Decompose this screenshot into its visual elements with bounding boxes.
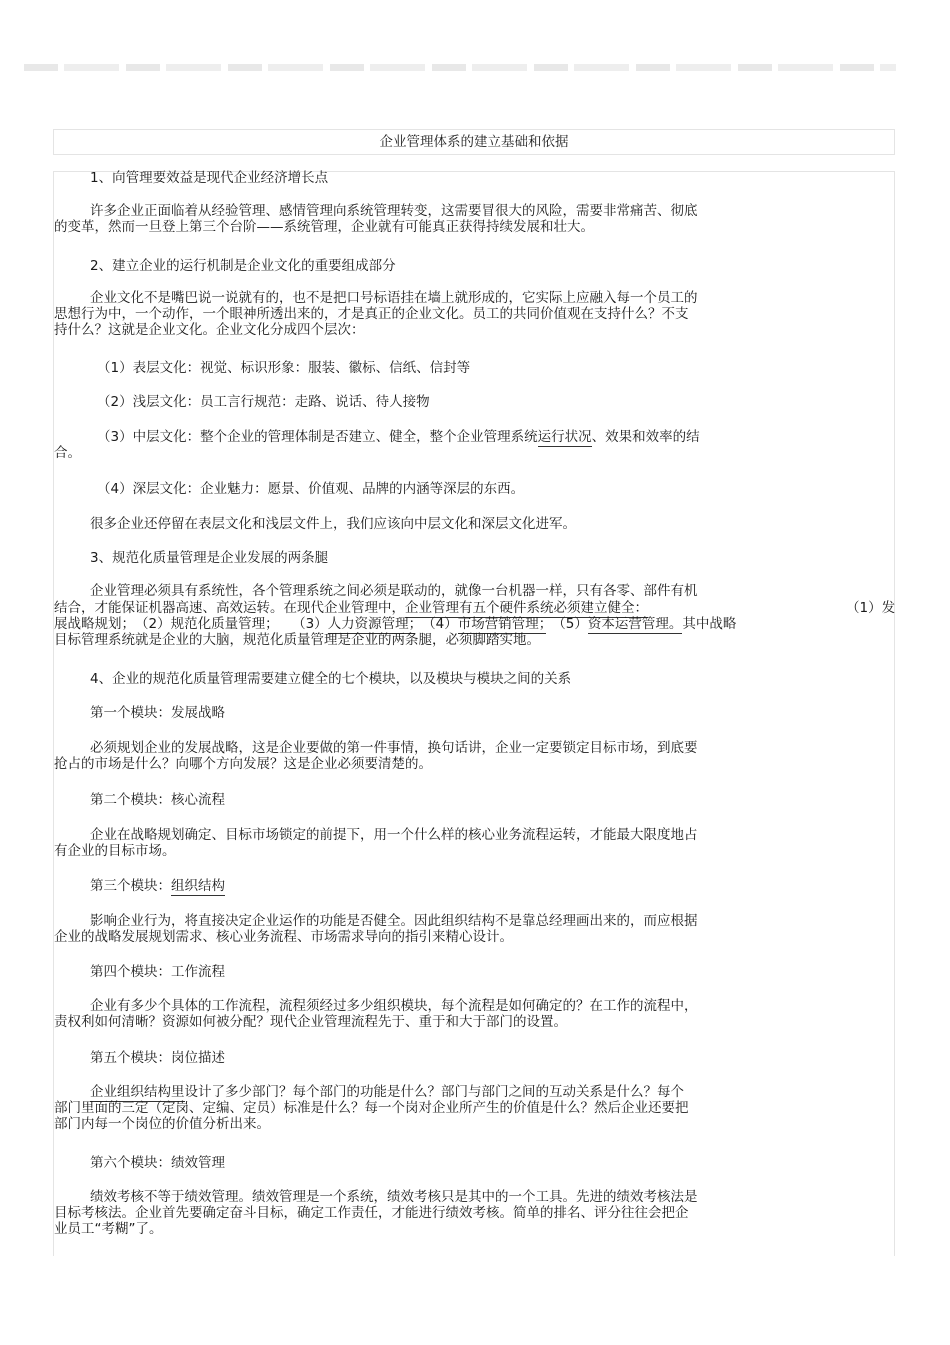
text-line: （2）浅层文化：员工言行规范：走路、说话、待人接物 bbox=[97, 394, 430, 410]
text-line: （3）中层文化：整个企业的管理体制是否建立、健全，整个企业管理系统运行状况、效果和效率的结 bbox=[97, 429, 700, 445]
text-line: 企业的战略发展规划需求、核心业务流程、市场需求导向的指引来精心设计。 bbox=[54, 929, 513, 945]
text-line: 许多企业正面临着从经验管理、感情管理向系统管理转变，这需要冒很大的风险，需要非常痛苦、彻底 bbox=[90, 203, 698, 219]
text-line: 3、规范化质量管理是企业发展的两条腿 bbox=[90, 550, 329, 566]
text-line: 企业有多少个具体的工作流程，流程须经过多少组织模块，每个流程是如何确定的？在工作的流程中， bbox=[90, 998, 698, 1014]
text-line: 2、建立企业的运行机制是企业文化的重要组成部分 bbox=[90, 258, 396, 274]
text-line: 企业组织结构里设计了多少部门？每个部门的功能是什么？部门与部门之间的互动关系是什么？每个 bbox=[90, 1084, 684, 1100]
title-box bbox=[53, 129, 895, 155]
text-line: 思想行为中，一个动作，一个眼神所透出来的，才是真正的企业文化。员工的共同价值观在支持什么？不支 bbox=[54, 306, 689, 322]
text-line: 合。 bbox=[54, 445, 81, 461]
text-line: 很多企业还停留在表层文化和浅层文件上，我们应该向中层文化和深层文化进军。 bbox=[90, 516, 576, 532]
text-line: 结合，才能保证机器高速、高效运转。在现代企业管理中，企业管理有五个硬件系统必须建立健全： bbox=[54, 600, 648, 616]
text-line: 企业文化不是嘴巴说一说就有的，也不是把口号标语挂在墙上就形成的，它实际上应融入每一个员工的 bbox=[90, 290, 698, 306]
text-line: （1）表层文化：视觉、标识形象：服装、徽标、信纸、信封等 bbox=[97, 360, 471, 376]
text-line: 影响企业行为，将直接决定企业运作的功能是否健全。因此组织结构不是靠总经理画出来的，而应根据 bbox=[90, 913, 698, 929]
text-line: 有企业的目标市场。 bbox=[54, 843, 176, 859]
text-line: 绩效考核不等于绩效管理。绩效管理是一个系统，绩效考核只是其中的一个工具。先进的绩效考核法是 bbox=[90, 1189, 698, 1205]
text-line: 责权利如何清晰？资源如何被分配？现代企业管理流程先于、重于和大于部门的设置。 bbox=[54, 1014, 567, 1030]
top-header-strip bbox=[24, 64, 896, 71]
text-line: 持什么？这就是企业文化。企业文化分成四个层次： bbox=[54, 322, 365, 338]
text-line: 的变革，然而一旦登上第三个台阶——系统管理，企业就有可能真正获得持续发展和壮大。 bbox=[54, 219, 594, 235]
text-line: 展战略规划； （2）规范化质量管理； （3）人力资源管理； （4）市场营销管理； （5）资本运营管理。其中战略 bbox=[54, 616, 737, 632]
text-line: 1、向管理要效益是现代企业经济增长点 bbox=[90, 170, 329, 186]
text-line: 第四个模块：工作流程 bbox=[90, 964, 225, 980]
text-line: 第五个模块：岗位描述 bbox=[90, 1050, 225, 1066]
text-line: 企业管理必须具有系统性，各个管理系统之间必须是联动的，就像一台机器一样，只有各零、部件有机 bbox=[90, 583, 698, 599]
text-line: 第三个模块：组织结构 bbox=[90, 878, 225, 894]
text-line: 部门内每一个岗位的价值分析出来。 bbox=[54, 1116, 270, 1132]
text-line: 企业在战略规划确定、目标市场锁定的前提下，用一个什么样的核心业务流程运转，才能最大限度地占 bbox=[90, 827, 698, 843]
text-line: 必须规划企业的发展战略，这是企业要做的第一件事情，换句话讲，企业一定要锁定目标市场，到底要 bbox=[90, 740, 698, 756]
text-line: 第二个模块：核心流程 bbox=[90, 792, 225, 808]
text-line: （4）深层文化：企业魅力：愿景、价值观、品牌的内涵等深层的东西。 bbox=[97, 481, 525, 497]
text-line: （1）发 bbox=[846, 600, 896, 616]
text-line: 目标考核法。企业首先要确定奋斗目标，确定工作责任，才能进行绩效考核。简单的排名、评分往往会把企 bbox=[54, 1205, 689, 1221]
text-line: 第一个模块：发展战略 bbox=[90, 705, 225, 721]
text-line: 目标管理系统就是企业的大脑，规范化质量管理是企业的两条腿，必须脚踏实地。 bbox=[54, 632, 540, 648]
document-title: 企业管理体系的建立基础和依据 bbox=[379, 134, 569, 150]
text-line: 部门里面的三定（定岗、定编、定员）标准是什么？每一个岗对企业所产生的价值是什么？然后企业还要把 bbox=[54, 1100, 689, 1116]
text-line: 4、企业的规范化质量管理需要建立健全的七个模块，以及模块与模块之间的关系 bbox=[90, 671, 572, 687]
text-line: 第六个模块：绩效管理 bbox=[90, 1155, 225, 1171]
text-line: 业员工“考糊”了。 bbox=[54, 1221, 163, 1237]
text-line: 抢占的市场是什么？向哪个方向发展？这是企业必须要清楚的。 bbox=[54, 756, 432, 772]
